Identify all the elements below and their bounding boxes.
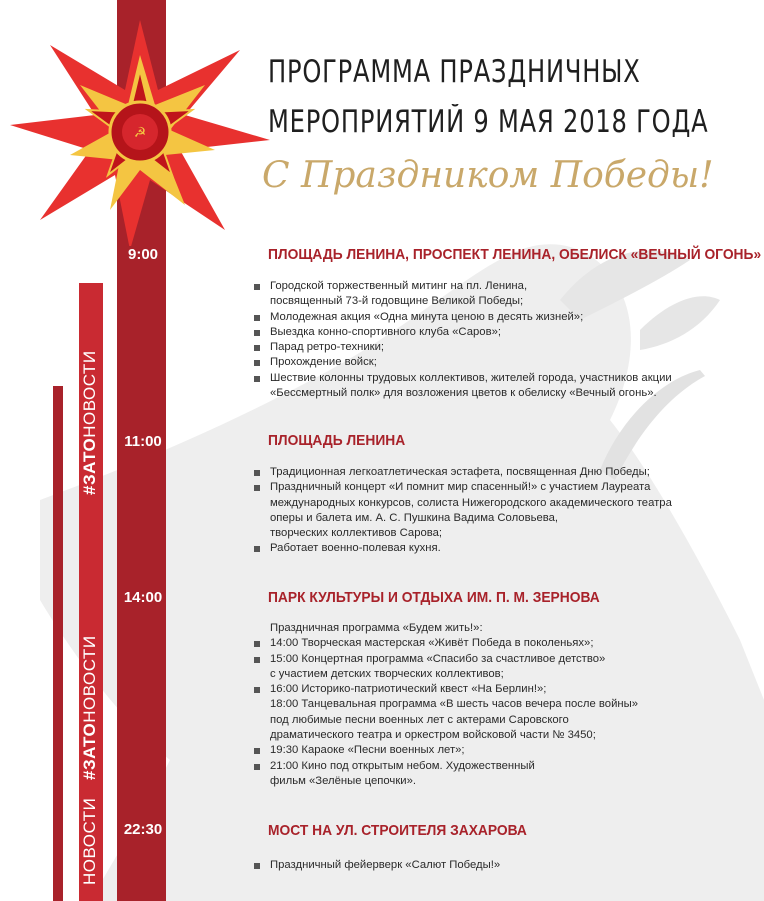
- event-list: [252, 858, 732, 873]
- hashtag-label: [80, 350, 100, 495]
- svg-text:☭: ☭: [133, 125, 147, 141]
- page-title-line2: МЕРОПРИЯТИЙ 9 МАЯ 2018 ГОДА: [268, 104, 709, 140]
- event-item: 14:00 Творческая мастерская «Живёт Победа в поколеньях»;: [252, 636, 732, 651]
- event-item-continuation: фильм «Зелёные цепочки».: [270, 774, 416, 787]
- event-item: 15:00 Концертная программа «Спасибо за счастливое детство»: [252, 652, 732, 667]
- event-item: 19:30 Караоке «Песни военных лет»;: [252, 743, 732, 758]
- hashtag-label: [80, 798, 100, 885]
- event-item-continuation: с участием детских творческих коллективов;: [270, 667, 504, 680]
- event-item: Прохождение войск;: [252, 355, 732, 370]
- event-item-continuation: «Бессмертный полк» для возложения цветов к обелиску «Вечный огонь».: [270, 387, 657, 400]
- event-item: Традиционная легкоатлетическая эстафета, посвященная Дню Победы;: [252, 465, 732, 480]
- hashtag-thin: НОВОСТИ: [80, 797, 99, 885]
- hashtag-thin: НОВОСТИ: [80, 350, 99, 438]
- event-item: Праздничный фейерверк «Салют Победы!»: [252, 858, 732, 873]
- hashtag-thin: НОВОСТИ: [80, 635, 99, 723]
- event-item-continuation: драматического театра и оркестром войсковой части № 3450;: [270, 729, 596, 742]
- event-item: Шествие колонны трудовых коллективов, жителей города, участников акции: [252, 371, 732, 386]
- hashtag-bold: #ЗАТО: [80, 437, 99, 495]
- venue-heading: МОСТ НА УЛ. СТРОИТЕЛЯ ЗАХАРОВА: [268, 822, 527, 839]
- thin-ribbon-bar: [53, 386, 63, 901]
- event-item-continuation: Праздничная программа «Будем жить!»:: [270, 622, 483, 634]
- event-item-continuation: посвященный 73-й годовщине Великой Победы;: [270, 295, 524, 308]
- event-list: [252, 621, 732, 789]
- order-star-emblem: [10, 20, 270, 250]
- event-item: Городской торжественный митинг на пл. Ленина,: [252, 279, 732, 294]
- hashtag-bold: #ЗАТО: [80, 722, 99, 780]
- holiday-greeting: С Праздником Победы!: [262, 155, 714, 196]
- event-item-continuation: 18:00 Танцевальная программа «В шесть часов вечера после войны»: [270, 698, 639, 711]
- event-item: Работает военно-полевая кухня.: [252, 541, 732, 556]
- event-item-continuation: творческих коллективов Сарова;: [270, 527, 443, 540]
- event-item: 16:00 Историко-патриотический квест «На Берлин!»;: [252, 682, 732, 697]
- time-marker: 14:00: [120, 589, 166, 606]
- event-item: Парад ретро-техники;: [252, 340, 732, 355]
- page-title-line1: ПРОГРАММА ПРАЗДНИЧНЫХ: [268, 54, 641, 90]
- time-marker: 22:30: [120, 821, 166, 838]
- time-marker: 9:00: [120, 246, 166, 263]
- event-item: Выездка конно-спортивного клуба «Саров»;: [252, 325, 732, 340]
- event-list: [252, 465, 732, 557]
- time-marker: 11:00: [120, 433, 166, 450]
- venue-heading: ПЛОЩАДЬ ЛЕНИНА, ПРОСПЕКТ ЛЕНИНА, ОБЕЛИСК «ВЕЧНЫЙ ОГОНЬ»: [268, 246, 762, 263]
- event-item-continuation: международных конкурсов, солиста Нижегородского академического театра: [270, 496, 672, 509]
- event-list: [252, 279, 732, 401]
- event-item: Молодежная акция «Одна минута ценою в десять жизней»;: [252, 310, 732, 325]
- event-item-continuation: под любимые песни военных лет с актерами Саровского: [270, 713, 569, 726]
- venue-heading: ПЛОЩАДЬ ЛЕНИНА: [268, 432, 406, 449]
- venue-heading: ПАРК КУЛЬТУРЫ И ОТДЫХА ИМ. П. М. ЗЕРНОВА: [268, 589, 600, 606]
- event-item: Праздничный концерт «И помнит мир спасенный!» с участием Лауреата: [252, 480, 732, 495]
- hashtag-label: [80, 635, 100, 780]
- event-item: 21:00 Кино под открытым небом. Художественный: [252, 759, 732, 774]
- event-item-continuation: оперы и балета им. А. С. Пушкина Вадима Соловьева,: [270, 511, 559, 524]
